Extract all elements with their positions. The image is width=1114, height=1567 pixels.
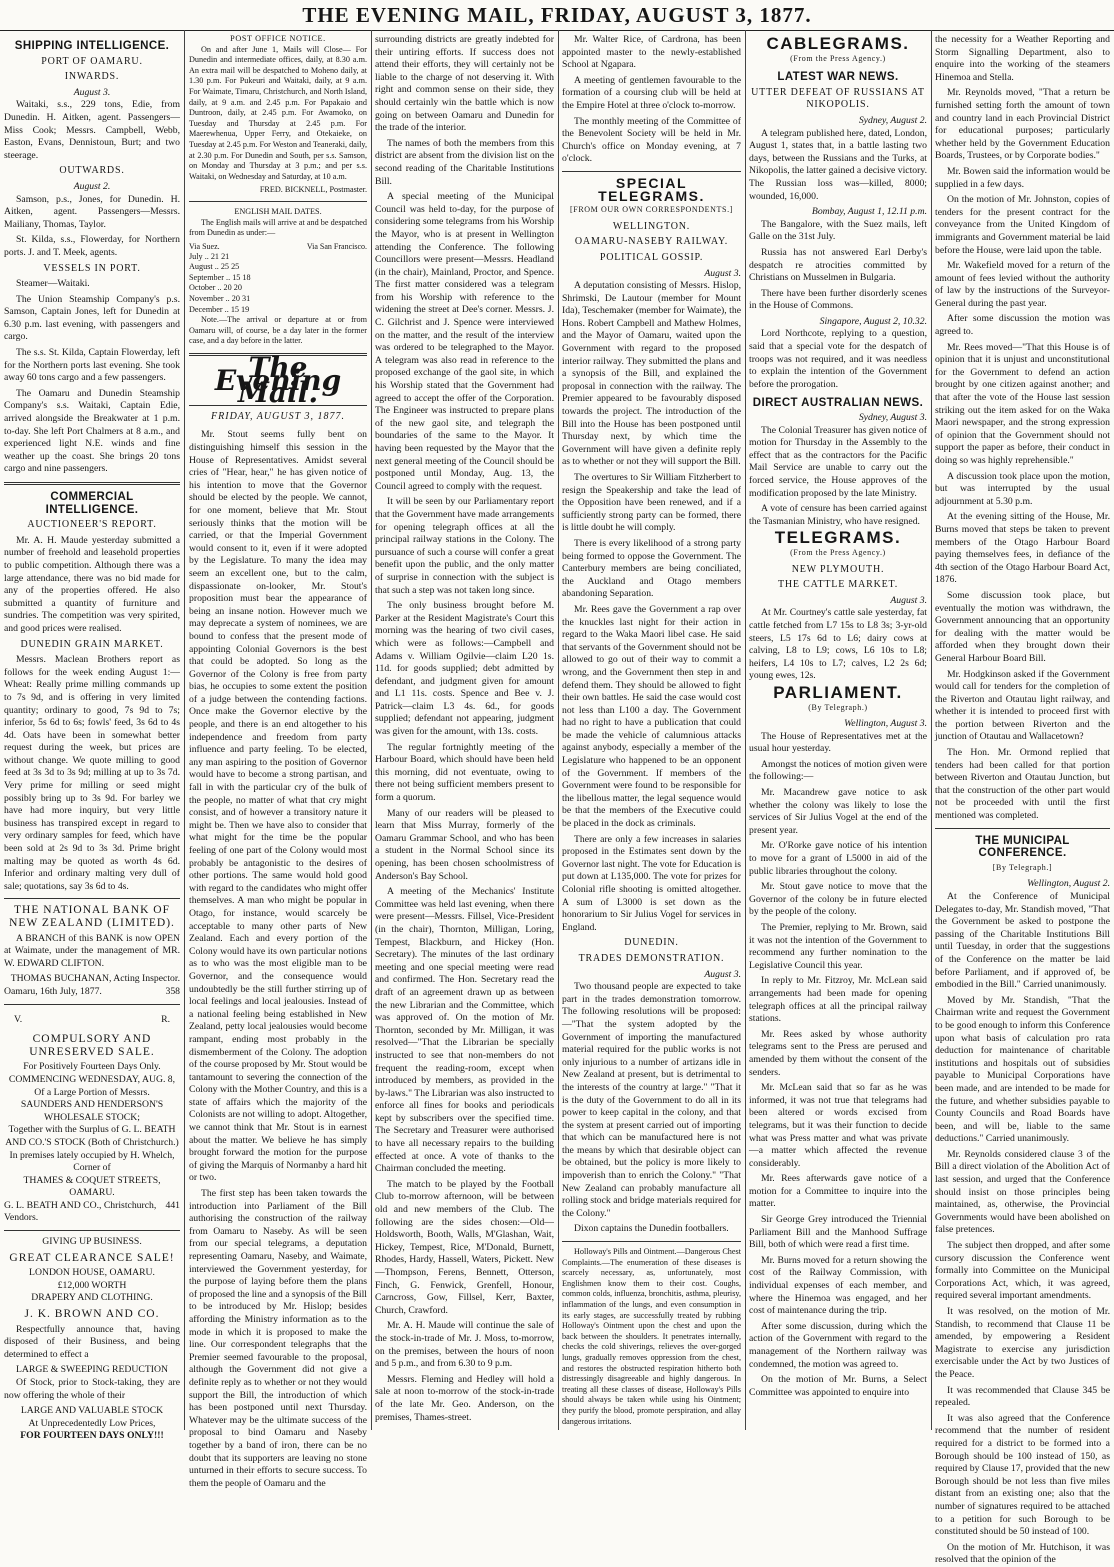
ad-line: COMMENCING WEDNESDAY, AUG. 8,: [8, 1073, 176, 1085]
paragraph: It will be seen by our Parliamentary report that the Government have made arrangements for opening telegraph offices at all the principal railway stations in the Colony. The pursuance of such a course will confer a great benefit upon the public, and the only matter of surprise in connection with the subject is that such a step was not taken long since.: [375, 496, 554, 596]
ad-line: At Unprecedentedly Low Prices,: [28, 1417, 156, 1429]
divider: [4, 482, 180, 485]
subheading: UTTER DEFEAT OF RUSSIANS AT NIKOPOLIS.: [751, 86, 925, 111]
ad-line: LONDON HOUSE, OAMARU.: [29, 1267, 155, 1279]
divider: [4, 1230, 180, 1231]
paragraph: Of Stock, prior to Stock-taking, they are now offering the whole of their: [4, 1377, 180, 1401]
paragraph: Mr. Walter Rice, of Cardrona, has been appointed master to the newly-established School at Ngapara.: [562, 34, 741, 71]
paragraph: On the motion of Mr. Hutchison, it was resolved that the opinion of the: [935, 1541, 1110, 1566]
paragraph: The match to be played by the Football Club to-morrow afternoon, will be between old and new members of the Club. The following are the sides chosen:—Old—Holdsworth, Booth, Walls, M'Glashan, Wait, Hickey, Tempest, Rice, M'Donald, Burnett, Rhodes, Hardy, Hassell, Waters, Pickett. New—Thompson, Ferens, Bennett, Otterson, Finch, G. Fenwick, Grenfell, Honour, Carncross, Gow, Fillsel, Kerr, Baxter, Church, Crawford.: [375, 1178, 554, 1316]
paragraph: The Colonial Treasurer has given notice of motion for Thursday in the Assembly to the effect that as the contractors for the Pacific Mail Service are unable to carry out the forced service, the House approves of the modification proposed by the late Ministry.: [749, 424, 927, 499]
subheading: DUNEDIN.: [624, 937, 679, 949]
section-heading: DIRECT AUSTRALIAN NEWS.: [752, 397, 924, 410]
dateline: August 3.: [890, 594, 927, 606]
dateline: FRIDAY, AUGUST 3, 1877.: [211, 410, 345, 422]
paragraph: Mr. McLean said that so far as he was informed, it was not true that telegrams had been altered or words excised from telegrams, but it was their function to decide what was Press matter and what was private—a matter which affected the revenue considerably.: [749, 1082, 927, 1169]
paragraph: After some discussion the motion was agreed to.: [935, 313, 1110, 338]
paragraph: The Oamaru and Dunedin Steamship Company's s.s. Waitaki, Captain Edie, arrived alongside the Breakwater at 1 p.m. to-day. She left Port Chalmers at 8 a.m., and experienced light N.E. winds and fine weather up the coast. She brings 20 tons cargo and nine passengers.: [4, 387, 180, 475]
paragraph: The s.s. St. Kilda, Captain Flowerday, left for the Northern ports last evening. She took away 60 tons cargo and a few passengers.: [4, 347, 180, 384]
nameplate: The Evening Mail.: [214, 351, 342, 410]
credit-line: (By Telegraph.): [808, 702, 868, 712]
paragraph: St. Kilda, s.s., Flowerday, for Northern ports. J. and T. Meek, agents.: [4, 234, 180, 258]
ad-line: Together with the Surplus of G. L. BEATH AND CO.'S STOCK (Both of Christchurch.): [5, 1124, 179, 1148]
paragraph: Samson, p.s., Jones, for Dunedin. H. Aitken, agent. Passengers—Messrs. Mailiany, Thomas, Taylor.: [4, 193, 180, 230]
notice-text: The English mails will arrive at and be despatched from Dunedin as under:—: [189, 217, 367, 238]
paragraph: The Hon. Mr. Ormond replied that tenders had been called for that portion between Riverton and Otautau Junction, but that the construction of the other part would not be proceeded with until the first mentioned was completed.: [935, 747, 1110, 822]
dateline: Bombay, August 1, 12.11 p.m.: [811, 206, 927, 218]
paragraph: The only business brought before M. Parker at the Resident Magistrate's Court this morning was the hearing of two civil cases, which were as follows:—Campbell and Adams v. William Ogilvie—claim L20 1s. 11d. for goods supplied; debt admitted by defendant, and judgment given for amount and L1 11s. costs. Spence and Bee v. J. Patrick—claim L3 4s. 6d., for goods supplied; defendant not appearing, judgment was given for the amount, with 13s. costs.: [375, 600, 554, 738]
notice-text: On and after June 1, Mails will Close— For Dunedin and intermediate offices, daily, at 8.30 a.m. An extra mail will be despatched to Moheno daily, at 1.30 p.m. For Pukeuri and Waitaki, daily, at 9 a.m. For Waimate, Timaru, Christchurch, and North Island, daily, at 9 a.m. and 2.45 p.m. For Papakaio and Duntroon, daily, at 2.45 p.m. For Awamoko, on Tuesday and Thursday at 2.45 p.m. For Maerewhenua, Upper Ferry, and Otekaieke, on Tuesday at 2.45 p.m. For Weston and Teaneraki, daily, at 2.30 p.m. For Dunedin and South, per s.s. Samson, on Monday and Thursday at 3 p.m.; and per s.s. Waitaki, on Wednesday and Saturday, at 10 a.m.: [189, 44, 367, 181]
table-header: Via Suez.: [189, 241, 220, 251]
signature: FRED. BICKNELL, Postmaster.: [259, 185, 367, 195]
dateline: August 3.: [73, 86, 111, 98]
column-rule: [184, 30, 185, 1430]
dateline: August 3.: [704, 267, 741, 279]
paragraph: After some discussion, during which the action of the Government with regard to the management of the Northern railway was condemned, the motion was agreed to.: [749, 1320, 927, 1370]
paragraph: The names of both the members from this district are absent from the division list on the second reading of the Charitable Institutions Bill.: [375, 137, 554, 187]
ad-title: THE NATIONAL BANK OF NEW ZEALAND (LIMITED).: [9, 904, 175, 929]
column-rule: [745, 30, 746, 1430]
leader-paragraph: Mr. Stout seems fully bent on distinguishing himself this session in the House of Representatives. Amidst several cries of "Hear, hear," he has given notice of his intention to move that the Governor should be elected by the people. We cannot, for one moment, believe that Mr. Stout seriously thinks that the motion will be carried, or that the Imperial Government would consent to it, even if it were adopted by the Legislature. To many the idea may seem an excellent one, but to the calm, dispassionate on-looker, Mr. Stout's proposition must bear the appearance of being an insane notion. However much we may deprecate a system of nominees, we are bound to confess that the present mode of appointing Colonial Governors is the best that could be adopted. So long as the Governor of the Colony is free from party bias, he occupies to some extent the position of a judge between the contending factions. Once make the Governor elective by the people, and there is an end altogether to his independence and freedom from party influence and party feeling. To be elected, any man aspiring to the position of Governor would have to become a strong partisan, and fall in with the particular cry of the bulk of the people, no matter of what that cry might consist, and of however a transitory nature it might be. Then we have also to consider that what might for the time be the popular feeling of one part of the Colony would most probably be antagonistic to the desires of other portions. The same would hold good with regard to the candidates who might offer themselves. A man who might be popular in Otago, for instance, would scarcely be acceptable to many other parts of New Zealand. Each and every portion of the Colony would have its own particular notions as to who was the most eligible man to be Governor, and the consequence would undoubtedly be the still further stirring up of local feelings and local jealousies. Instead of a national feeling being established in New Zealand, petty local jealousies would become rampant, ending most probably in the dismemberment of the Colony. The adoption of the course proposed by Mr. Stout would be tantamount to severing the connection of the Colony with the Mother Country, and this is a state of affairs which the majority of the Colonists are not willing to adopt. Altogether, we cannot think that Mr. Stout is in earnest about the matter. We believe he has simply brought forward the motion for the purpose of giving the Marquis of Normanby a hard hit or two.: [189, 429, 367, 1184]
paragraph: A telegram published here, dated, London, August 1, states that, in a battle lasting two days, between the Russians and the Turks, at Nikopolis, the latter gained a decisive victory. The Russian loss was—killed, 8000; wounded, 16,000.: [749, 127, 927, 202]
subheading: VESSELS IN PORT.: [43, 262, 141, 274]
ad-line: LARGE & SWEEPING REDUCTION: [15, 1364, 169, 1376]
paragraph: Many of our readers will be pleased to learn that Miss Murray, formerly of the Oamaru Grammar School, and who has been a student in the Normal School since its opening, has been chosen schoolmistress of Anderson's Bay School.: [375, 807, 554, 882]
subheading: POLITICAL GOSSIP.: [599, 251, 704, 263]
paragraph: A special meeting of the Municipal Council was held to-day, for the purpose of considering some telegrams from his Worship the Mayor, who is at present in Wellington attending the Conference. The following Councillors were present—Messrs. Headland (in the chair), Mainland, Proctor, and Spence. The first matter considered was a telegram from his Worship with reference to the widening the street at Dee's corner. Messrs. J. C. Gilchrist and J. Spence were interviewed on the matter, and the result of the interview was ordered to be telegraphed to the Mayor. A telegram was also read in reference to the proposed exchange of the gaol site, in which his Worship stated that the Government had agreed to accept the offer of the Corporation. The Engineer was instructed to prepare plans of the new gaol site, and telegraph the boundaries of the same to the Mayor. It having been requested by the Mayor that the next general meeting of the Council should be postponed until Monday, Aug. 13, the Council agreed to comply with the request.: [375, 191, 554, 492]
paragraph: The Premier, replying to Mr. Brown, said it was not the intention of the Government to recommend any further nomination to the Legislative Council this year.: [749, 922, 927, 971]
ad-date: Oamaru, 16th July, 1877.: [4, 985, 102, 997]
paragraph: A BRANCH of this BANK is now OPEN at Waimate, under the management of MR. W. EDWARD CLIFTON.: [4, 932, 180, 969]
column-rule: [371, 30, 372, 1430]
paragraph: Mr. Macandrew gave notice to ask whether the colony was likely to lose the services of Sir Julius Vogel at the end of the present year.: [749, 787, 927, 836]
paragraph: The Bangalore, with the Suez mails, left Galle on the 31st July.: [749, 218, 927, 243]
paragraph: Moved by Mr. Standish, "That the Chairman write and request the Government to be good enough to inform this Conference upon what basis of calculation pro rata deduction for maintenance of charitable institutions and hospitals out of subsidies payable to Municipal Corporations have been made, and are intended to be made for the future, and whether subsidies payable to County Councils and Road Boards have been, and will be, liable to the same deductions." Carried unanimously.: [935, 994, 1110, 1145]
paragraph: Lord Northcote, replying to a question, said that a special vote for the despatch of troops was not required, and it was needless to explain the intention of the Government before the prorogation.: [749, 328, 927, 390]
ad-line: GIVING UP BUSINESS.: [42, 1236, 142, 1248]
dateline: Sydney, August 2.: [858, 114, 927, 126]
table-row: November .. 20 31: [189, 294, 251, 304]
dateline: Wellington, August 2.: [1027, 878, 1110, 890]
dateline: August 3.: [704, 968, 741, 980]
section-heading: SPECIAL TELEGRAMS.: [598, 174, 705, 204]
credit-line: [FROM OUR OWN CORRESPONDENTS.]: [570, 205, 733, 215]
credit-line: [By Telegraph.]: [992, 862, 1053, 872]
section-heading: CABLEGRAMS.: [766, 34, 910, 53]
paragraph: Mr. Rees gave the Government a rap over the knuckles last night for their action in regard to the Waka Maori libel case. He said that servants of the Government should not be allowed to go out of their way to commit a wrong, and the Government then step in and defend them. They should be allowed to fight their own battles. He said the case would cost not less than L100 a day. The Government had no right to have a publication that could be made the vehicle of calumnious attacks against anybody, especially a member of the Legislature who happened to be an opponent of the Government. If members of the Government were found to be responsible for the libellous matter, the legal sequence would be that the members of the Executive could be placed in the dock as criminals.: [562, 603, 741, 830]
paragraph: Amongst the notices of motion given were the following:—: [749, 758, 927, 783]
paragraph: At the evening sitting of the House, Mr. Burns moved that steps be taken to prevent members of the Otago Harbour Board paying themselves fees, in defiance of the 4th section of the Otago Harbour Board Act, 1876.: [935, 511, 1110, 586]
paragraph: Two thousand people are expected to take part in the trades demonstration tomorrow. The following resolutions will be proposed:—"That the system adopted by the Government of importing the manufactured material required for the public works is not only injurious to a number of artizans idle in New Zealand at present, but is detrimental to the interests of the country at large." "That it is the duty of the Government to do all in its power to keep capital in the colony, and that the system at present carried out of importing that which can be manufactured here is not the means by which that desirable object can be obtained, but the policy is more likely to impoverish than to enrich the Colony." "That New Zealand can probably manufacture all rolling stock and bridge materials required for the Colony.": [562, 981, 741, 1219]
subheading: WELLINGTON.: [612, 220, 691, 232]
dateline: August 2.: [73, 180, 111, 192]
ad-line: FOR FOURTEEN DAYS ONLY!!!: [20, 1430, 164, 1442]
ad-title: COMPULSORY AND UNRESERVED SALE.: [29, 1033, 155, 1058]
paragraph: It was also agreed that the Conference recommend that the number of resident required for a district to be formed into a Borough should be 100 instead of 150, as required by Clause 17, provided that the new Borough should be not less than five miles distant from an existing one; also that the number of signatures required to be attached to a petition for such Borough to be constituted should be 50 instead of 100.: [935, 1412, 1110, 1538]
notice-title: POST OFFICE NOTICE.: [230, 34, 326, 43]
paragraph: A vote of censure has been carried against the Tasmanian Ministry, who have resigned.: [749, 503, 927, 527]
royal-cipher: [4, 1010, 180, 1031]
paragraph: Mr. Rees afterwards gave notice of a motion for a Committee to inquire into the matter.: [749, 1173, 927, 1210]
paragraph: It was resolved, on the motion of Mr. Standish, to recommend that Clause 11 be amended, by empowering a Resident Magistrate to exercise any jurisdiction exercisable under the Act by two Justices of the Peace.: [935, 1306, 1110, 1380]
dateline: Wellington, August 3.: [844, 718, 927, 730]
paragraph: Mr. Rees asked by whose authority telegrams sent to the Press are perused and amended by them without the consent of the senders.: [749, 1028, 927, 1078]
paragraph: Mr. Hodgkinson asked if the Government would call for tenders for the completion of the Riverton and Otautau light railway, and whether it is intended to proceed first with the portion between Riverton and the junction of Otautau and Wallacetown?: [935, 668, 1110, 743]
ad-line: In premises lately occupied by H. Whelch, Corner of: [9, 1149, 175, 1174]
paragraph: Steamer—Waitaki.: [16, 278, 90, 290]
ad-title: GREAT CLEARANCE SALE!: [9, 1251, 175, 1264]
credit-line: (From the Press Agency.): [790, 53, 886, 63]
paragraph: On the motion of Mr. Johnston, copies of tenders for the present contract for the conveyance from the United Kingdom of immigrants and Government material be laid before the House, were laid upon the table.: [935, 194, 1110, 256]
paragraph: Russia has not answered Earl Derby's despatch re atrocities committed by Christians on Musselmen in Bulgaria.: [749, 246, 927, 284]
paragraph: The House of Representatives met at the usual hour yesterday.: [749, 730, 927, 755]
ad-line: For Positively Fourteen Days Only.: [23, 1061, 161, 1073]
column-2: [189, 34, 367, 1489]
paragraph: Mr. A. H. Maude will continue the sale of the stock-in-trade of Mr. J. Moss, to-morrow, on the premises, between the hours of noon and 5 p.m., and from 6.30 to 9 p.m.: [375, 1320, 554, 1370]
paragraph: There have been further disorderly scenes in the House of Commons.: [749, 287, 927, 312]
divider: [189, 201, 367, 202]
subheading: TRADES DEMONSTRATION.: [578, 952, 725, 964]
paragraph: Messrs. Fleming and Hedley will hold a sale at noon to-morrow of the stock-in-trade of the late Mr. Geo. Anderson, on the premises, Thames-street.: [375, 1373, 554, 1423]
section-heading: TELEGRAMS.: [774, 528, 902, 548]
paragraph: There are only a few increases in salaries proposed in the Estimates sent down by the Governor last night. The vote for Education is put down at L135,000. The vote for prizes for Colonial rifle shooting is omitted altogether. A sum of L3000 is set down as the honorarium to Sir Julius Vogel for services in England.: [562, 833, 741, 933]
column-4: [562, 34, 741, 1430]
signature: G. L. BEATH AND CO., Christchurch, Vendors.: [4, 1199, 157, 1224]
paragraph: Mr. Bowen said the information would be supplied in a few days.: [935, 165, 1110, 190]
ad-number: 441: [165, 1199, 180, 1211]
ad-line: THAMES & COQUET STREETS, OAMARU.: [23, 1174, 161, 1199]
section-heading: LATEST WAR NEWS.: [777, 71, 899, 84]
paragraph: Waitaki, s.s., 229 tons, Edie, from Dunedin. H. Aitken, agent. Passengers—Miss Cook; Messrs. Campbell, Webb, Easton, Evans, Dennistoun, Burt; and two steerage.: [4, 99, 180, 161]
ad-footer: [4, 986, 180, 999]
dateline: Singapore, August 2, 10.32.: [819, 315, 927, 327]
paragraph: The regular fortnightly meeting of the Harbour Board, which should have been held this morning, did not eventuate, owing to there not being sufficient members present to form a quorum.: [375, 741, 554, 804]
ad-line: LARGE AND VALUABLE STOCK: [20, 1405, 164, 1417]
masthead: THE EVENING MAIL, FRIDAY, AUGUST 3, 1877.: [302, 3, 812, 27]
credit-line: (From the Press Agency.): [790, 547, 886, 557]
section-heading: SHIPPING INTELLIGENCE.: [14, 40, 170, 52]
mail-table-header: [189, 242, 367, 252]
ad-line: Of a Large Portion of Messrs.: [34, 1086, 150, 1098]
table-row: October .. 20 20: [189, 283, 242, 293]
ad-number: 358: [165, 985, 180, 997]
paragraph: Mr. O'Rorke gave notice of his intention to move for a grant of L5000 in aid of the public libraries throughout the colony.: [749, 840, 927, 877]
paragraph: It was recommended that Clause 345 be repealed.: [935, 1384, 1110, 1409]
advertisement: Holloway's Pills and Ointment.—Dangerous Chest Complaints.—The enumeration of these diseases is scarcely necessary, as, unfortunately, most Englishmen know them to their cost. Coughs, common colds, influenza, bronchitis, asthma, pleurisy, inflammation of the lungs, and even consumption in its early stages, are successfully treated by rubbing Holloway's Ointment upon the chest and upon the back between the shoulders. It penetrates internally, checks the cold shiverings, relieves the over-gorged lungs, gradually removes oppression from the chest, and restores the obstructed respiration hitherto both distressingly disagreeable and highly dangerous. In treating all these classes of disease, Holloway's Pills should always be taken while using his Ointment; they purify the blood, promote perspiration, and allay dangerous irritations.: [562, 1247, 741, 1426]
paragraph: Messrs. Maclean Brothers report as follows for the week ending August 1:— Wheat: Really prime milling commands up to 7s 9d, and is offering in very limited quantity; ordinary to good, 7s 9d to 7s; inferior, 5s 6d to 6s; fowls' feed, 3s 6d to 4s 4d. Oats have been in somewhat better request during the week, but prices are without change. We quote milling to good feed at 3s 3d to 3s 9d; milling at up to 3s 7d. Very prime for milling or seed might possibly bring up to 3s 9d. For barley we have had more inquiry, but very little business has transpired except in regard to very ordinary samples for feed, which have been sold at 2s 9d to 3s 3d. Prime bright malting may be quoted as worth 4s 6d. Inferior and ordinary malting very dull of sale; quotations, say 3s 6d to 4s.: [4, 654, 180, 892]
section-heading: COMMERCIAL INTELLIGENCE.: [45, 491, 139, 516]
paragraph: Mr. Reynolds moved, "That a return be furnished setting forth the amount of town and country land in each Provincial District for educational purposes; particularly whether held by the Government Education Boards, Trustees, or by Corporate bodies.": [935, 87, 1110, 162]
paragraph: The Union Steamship Company's p.s. Samson, Captain Jones, left for Dunedin at 6.30 p.m. last evening, with passengers and cargo.: [4, 293, 180, 343]
notice-title: ENGLISH MAIL DATES.: [234, 206, 322, 216]
ad-line: DRAPERY AND CLOTHING.: [31, 1292, 153, 1304]
paragraph: A meeting of gentlemen favourable to the formation of a coursing club will be held at the Empire Hotel at three o'clock to-morrow.: [562, 74, 741, 111]
subheading: PORT OF OAMARU.: [41, 55, 143, 67]
paragraph: At Mr. Courtney's cattle sale yesterday, fat cattle fetched from L7 15s to L8 3s; 3-yr-old steers, L5 17s 6d to L6; dairy cows at calving, L8 to L9; cows, L6 10s to L8; heifers, L4 10s to L7; calves, L2 2s 6d; young ewes, 12s.: [749, 607, 927, 682]
table-row: August .. 25 25: [189, 262, 240, 272]
masthead-rule: [0, 30, 1114, 31]
column-rule: [558, 30, 559, 1430]
divider: [4, 1004, 180, 1005]
divider: [562, 1241, 741, 1242]
subheading: OAMARU-NASEBY RAILWAY.: [574, 236, 729, 248]
table-row: July .. 21 21: [189, 251, 230, 261]
paragraph: The monthly meeting of the Committee of the Benevolent Society will be held in Mr. Church's office on Monday evening, at 7 o'clock.: [562, 115, 741, 165]
paragraph: On the motion of Mr. Burns, a Select Committee was appointed to enquire into: [749, 1374, 927, 1398]
paragraph: Mr. Burns moved for a return showing the cost of the Railway Commission, with individual expenses of each member, and where the Hinemoa was engaged, and her cost of maintenance during the trip.: [749, 1254, 927, 1317]
column-1: [4, 34, 180, 1442]
ad-footer: [4, 1200, 180, 1225]
paragraph: A discussion took place upon the motion, but was interrupted by the usual adjournment at 5.30 p.m.: [935, 470, 1110, 507]
paragraph: the necessity for a Weather Reporting and Storm Signalling Department, also to enquire into the working of the steamers Hinemoa and Stella.: [935, 34, 1110, 83]
paragraph: In reply to Mr. Fitzroy, Mr. McLean said arrangements had been made for opening telegraph offices at all the principal railway stations.: [749, 975, 927, 1025]
table-row: September .. 15 18: [189, 272, 251, 282]
subheading: AUCTIONEER'S REPORT.: [27, 519, 157, 531]
subheading: OUTWARDS.: [59, 165, 125, 177]
leader-paragraph: The first step has been taken towards the introduction into Parliament of the Bill authorising the construction of the railway from Oamaru to Naseby. As will be seen from our special telegrams, a deputation representing Oamaru, Naseby, and Waimate, interviewed the Government yesterday, for the purpose of laying before them the plans of proposed the line and a synopsis of the Bill to be introduced by Mr. Hislop; besides affording the Ministry information as to the mode in which it is proposed to make the line. Our correspondent telegraphs that the Premier seemed favourable to the proposal, although the Government did not give a definite reply as to whether or not they would support the Bill, the introduction of which has been postponed until next Thursday. Whatever may be the ultimate success of the proposal to bind Oamaru and Naseby together by a band of iron, there can be no doubt that its supporters are leaving no stone unturned in their efforts to secure success. To them the people of Oamaru and the: [189, 1188, 367, 1489]
ad-title: J. K. BROWN AND CO.: [24, 1308, 160, 1321]
paragraph: A deputation consisting of Messrs. Hislop, Shrimski, De Lautour (member for Mount Ida), Teschemaker (member for Waimate), the Hons. Robert Campbell and Mathew Holmes, and the Mayor of Oamaru, waited upon the Government with regard to the proposed interior railway. They submitted the plans and a synopsis of the Bill, and explained the proposal in connection with the railway. The Premier appeared to be favourably disposed towards the project. The introduction of the Bill into the House has been postponed until Thursday next, by which time the Government will have given a definite reply as to whether or not they will support the Bill.: [562, 280, 741, 468]
paragraph: A meeting of the Mechanics' Institute Committee was held last evening, when there were present—Messrs. Fillsel, Vice-President (in the chair), Thornton, Milligan, Loring, Tempest, Blackburn, and Hickey (Hon. Secretary). The minutes of the last ordinary meeting and one special meeting were read and confirmed. The Hon. Secretary read the draft of an agreement drawn up as between the new Librarian and the Committee, which was approved of. On the motion of Mr. Thornton, seconded by Mr. Milligan, it was resolved—"That the Librarian be specially instructed to see that non-members do not frequent the reading-room, except when introduced by members, as provided in the by-laws." The Librarian was also instructed to enforce all fines for books and periodicals kept by subscribers over the specified time. The Secretary and Treasurer were authorised to have all necessary repairs to the building effected at once. A vote of thanks to the Chairman concluded the meeting.: [375, 886, 554, 1175]
table-row: December .. 15 19: [189, 304, 250, 314]
paragraph: Mr. Wakefield moved for a return of the amount of fees levied without the authority of law by the instructions of the Surveyor-General during the past year.: [935, 260, 1110, 309]
section-heading: THE MUNICIPAL CONFERENCE.: [975, 834, 1070, 860]
table-header: Via San Francisco.: [306, 241, 367, 251]
subheading: NEW PLYMOUTH.: [791, 563, 885, 575]
paragraph: Mr. A. H. Maude yesterday submitted a number of freehold and leasehold properties to public competition. Although there was a large attendance, there was no bid made for any of the properties offered. He also submitted a quantity of furniture and sundries. The competition was very spirited, and good prices were realised.: [4, 534, 180, 634]
notice-text: Note.—The arrival or departure at or from Oamaru will, of course, be a day later in the former case, and a day before in the latter.: [189, 315, 367, 346]
subheading: THE CATTLE MARKET.: [777, 579, 899, 591]
paragraph: Mr. Rees moved—"That this House is of opinion that it is unjust and unconstitutional for the Government to defend an action brought by one citizen against another; and that after the vote of the House last session striking out the item asked for on the Waka Maori newspaper, and the strong expression of opinion that the Government should not support the paper as before, their conduct in doing so was highly reprehensible.": [935, 341, 1110, 466]
paragraph: The overtures to Sir William Fitzherbert to resign the Speakership and take the lead of the Opposition have been renewed, and if a sufficiently strong party can be formed, there is little doubt he will comply.: [562, 472, 741, 534]
paragraph: Dixon captains the Dunedin footballers.: [574, 1223, 729, 1235]
cipher-letter: V.: [14, 1013, 23, 1025]
paragraph: At the Conference of Municipal Delegates to-day, Mr. Standish moved, "That the Government be asked to postpone the passing of the Charitable Institutions Bill until Tuesday, in order that the suggestions of the Conference on the matter be laid before Parliament, and if approved of, be embodied in the Bill." Carried unanimously.: [935, 891, 1110, 991]
paragraph: Sir George Grey introduced the Triennial Parliament Bill and the Manhood Suffrage Bill, both of which were read a first time.: [749, 1214, 927, 1251]
paragraph: Mr. Stout gave notice to move that the Governor of the colony be in future elected by the people of the colony.: [749, 881, 927, 918]
ad-line: SAUNDERS AND HENDERSON'S WHOLESALE STOCK;: [20, 1099, 164, 1123]
ad-line: £12,000 WORTH: [57, 1279, 127, 1291]
paragraph: Mr. Reynolds considered clause 3 of the Bill a direct violation of the Abolition Act of last session, and urged that the Conference should insist on those principles being maintained, as, otherwise, the Provincial Governments would have been abolished on false pretences.: [935, 1148, 1110, 1236]
divider: [935, 828, 1110, 829]
column-3: [375, 34, 554, 1430]
paragraph: The subject then dropped, and after some cursory discussion the Conference went formally into Committee on the Municipal Corporations Act, which, it was agreed, required several important amendments.: [935, 1240, 1110, 1302]
section-heading: PARLIAMENT.: [773, 682, 903, 702]
column-rule: [931, 30, 932, 1430]
dateline: Sydney, August 3.: [858, 412, 927, 424]
paragraph: Some discussion took place, but eventually the motion was withdrawn, the Government announcing that an opportunity for dealing with the matter would be afforded when they brought down their General Harbour Board Bill.: [935, 589, 1110, 664]
paragraph: surrounding districts are greatly indebted for their untiring efforts. If success does not attend their efforts, they will certainly not be liable to the charge of not deserving it. With right and common sense on their side, they should certainly win the battle which is now going on between Oamaru and Dunedin for the trade of the interior.: [375, 34, 554, 134]
paragraph: There is every likelihood of a strong party being formed to oppose the Government. The Canterbury members are being conciliated, the Auckland and Otago members abandoning Separation.: [562, 537, 741, 600]
cipher-letter: R.: [161, 1013, 170, 1025]
subheading: DUNEDIN GRAIN MARKET.: [20, 638, 164, 650]
signature: THOMAS BUCHANAN, Acting Inspector.: [10, 973, 180, 985]
column-6: [935, 34, 1110, 1566]
column-5: [749, 34, 927, 1430]
subheading: INWARDS.: [64, 71, 120, 83]
divider: [4, 898, 180, 899]
paragraph: Respectfully announce that, having disposed of their Business, and being determined to effect a: [4, 1323, 180, 1360]
divider: [562, 171, 741, 172]
